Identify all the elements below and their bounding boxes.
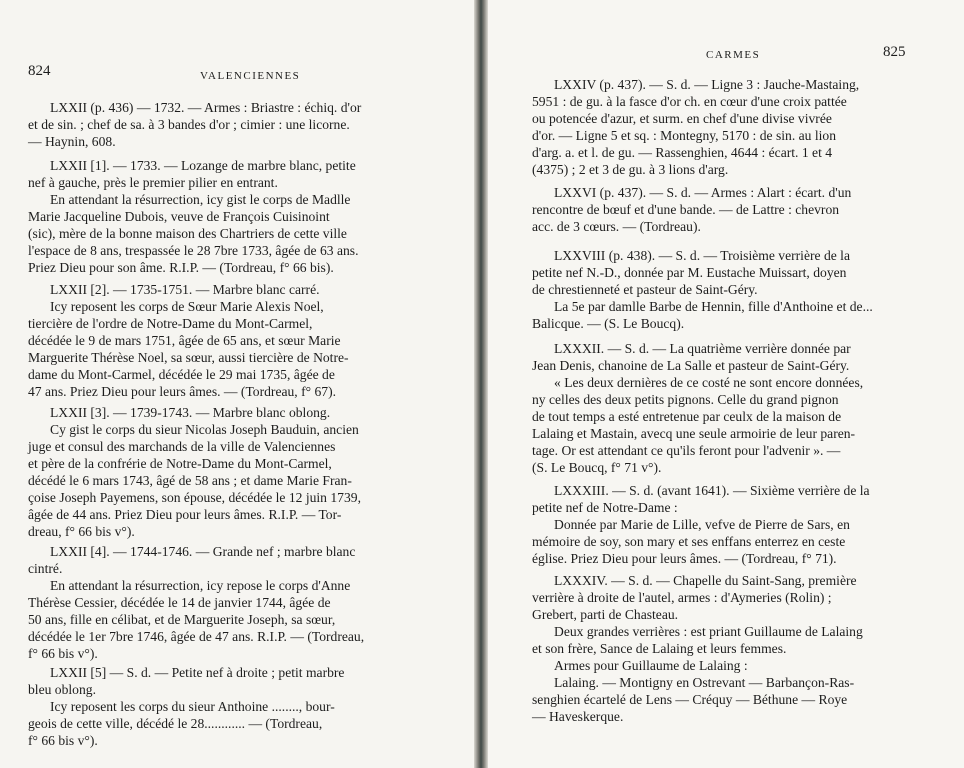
entry-line: En attendant la résurrection, icy repose le corps d'Anne [50, 578, 351, 593]
entry-line: çoise Joseph Payemens, son épouse, décédée le 12 juin 1739, [28, 490, 361, 505]
entry-line: tage. Or est attendant ce qu'ils feront pour l'advenir ». — [532, 443, 841, 458]
entry-line: et son frère, Sance de Lalaing et leurs femmes. [532, 641, 787, 656]
page-number: 824 [28, 63, 51, 79]
entry-line: petite nef de Notre-Dame : [532, 500, 678, 515]
entry-line: l'espace de 8 ans, trespassée le 28 7bre 1733, âgée de 63 ans. [28, 243, 359, 258]
entry-line: Priez Dieu pour son âme. R.I.P. — (Tordreau, f° 66 bis). [28, 260, 334, 275]
entry-line: (sic), mère de la bonne maison des Chartriers de cette ville [28, 226, 347, 241]
entry-line: ou potencée d'azur, et surm. en chef d'une divise vivrée [532, 111, 832, 126]
entry-line: LXXXII. — S. d. — La quatrième verrière donnée par [554, 341, 851, 356]
entry-line: église. Priez Dieu pour leurs âmes. — (Tordreau, f° 71). [532, 551, 837, 566]
entry-line: de tout temps a esté entretenue par ceulx de la maison de [532, 409, 842, 424]
entry-line: Armes pour Guillaume de Lalaing : [554, 658, 748, 673]
entry [532, 184, 952, 235]
entry-line: de chrestienneté et pasteur de Saint-Géry. [532, 282, 758, 297]
entry-line: cintré. [28, 561, 63, 576]
entry-line: d'arg. a. et l. de gu. — Rassenghien, 4644 : écart. 1 et 4 [532, 145, 833, 160]
entry-line: âgée de 44 ans. Priez Dieu pour leurs âmes. R.I.P. — Tor- [28, 507, 342, 522]
entry-line: Donnée par Marie de Lille, vefve de Pierre de Sars, en [554, 517, 850, 532]
entry-line: et de sin. ; chef de sa. à 3 bandes d'or ; cimier : une licorne. [28, 117, 350, 132]
entry-line: f° 66 bis v°). [28, 733, 98, 748]
entry-line: — Haveskerque. [532, 709, 624, 724]
entry-line: verrière à droite de l'autel, armes : d'Aymeries (Rolin) ; [532, 590, 832, 605]
entry [28, 281, 458, 400]
entry-line: En attendant la résurrection, icy gist le corps de Madlle [50, 192, 351, 207]
entry-line: — Haynin, 608. [28, 134, 116, 149]
running-head: CARMES [706, 49, 761, 61]
entry-line: LXXXIV. — S. d. — Chapelle du Saint-Sang, première [554, 573, 857, 588]
entry-line: Icy reposent les corps de Sœur Marie Alexis Noel, [50, 299, 324, 314]
entry-line: rencontre de bœuf et d'une bande. — de Lattre : chevron [532, 202, 840, 217]
entry [28, 543, 458, 662]
entry-line: nef à gauche, près le premier pilier en entrant. [28, 175, 278, 190]
entry-line: Thérèse Cessier, décédée le 14 de janvier 1744, âgée de [28, 595, 331, 610]
entry-line: d'or. — Ligne 5 et sq. : Montegny, 5170 : de sin. au lion [532, 128, 837, 143]
entry [28, 404, 458, 540]
entry-line: Lalaing. — Montigny en Ostrevant — Barbançon-Ras- [554, 675, 855, 690]
entry-line: La 5e par damlle Barbe de Hennin, fille d'Anthoine et de... [554, 299, 873, 314]
entry [28, 664, 458, 749]
right-page [488, 0, 964, 768]
entry-line: ny celles des deux petits pignons. Celle du grand pignon [532, 392, 839, 407]
entry-line: LXXII [5] — S. d. — Petite nef à droite ; petit marbre [50, 665, 345, 680]
entry-line: (S. Le Boucq, f° 71 v°). [532, 460, 662, 475]
entry [532, 482, 952, 567]
entry-line: petite nef N.-D., donnée par M. Eustache Muissart, doyen [532, 265, 847, 280]
left-page [0, 0, 474, 768]
entry-line: LXXII [4]. — 1744-1746. — Grande nef ; marbre blanc [50, 544, 356, 559]
entry-line: décédée le 9 de mars 1751, âgée de 65 ans, et sœur Marie [28, 333, 341, 348]
entry-line: LXXII [1]. — 1733. — Lozange de marbre blanc, petite [50, 158, 356, 173]
entry-line: senghien écartelé de Lens — Créquy — Béthune — Roye [532, 692, 848, 707]
entry-line: LXXXIII. — S. d. (avant 1641). — Sixième verrière de la [554, 483, 870, 498]
entry-line: juge et consul des marchands de la ville de Valenciennes [28, 439, 336, 454]
entry-line: Lalaing et Mastain, avecq une seule armoirie de leur paren- [532, 426, 856, 441]
entry-line: Cy gist le corps du sieur Nicolas Joseph Bauduin, ancien [50, 422, 359, 437]
entry [532, 572, 952, 725]
book-gutter [474, 0, 488, 768]
entry-line: Deux grandes verrières : est priant Guillaume de Lalaing [554, 624, 863, 639]
entry [532, 76, 952, 178]
entry-line: tiercière de l'ordre de Notre-Dame du Mont-Carmel, [28, 316, 313, 331]
entry-line: LXXIV (p. 437). — S. d. — Ligne 3 : Jauche-Mastaing, [554, 77, 860, 92]
entry-line: geois de cette ville, décédé le 28............ — (Tordreau, [28, 716, 323, 731]
entry-line: Marie Jacqueline Dubois, veuve de François Cuisinoint [28, 209, 330, 224]
entry-line: Jean Denis, chanoine de La Salle et pasteur de Saint-Géry. [532, 358, 850, 373]
entry-line: Balicque. — (S. Le Boucq). [532, 316, 685, 331]
entry-line: LXXVIII (p. 438). — S. d. — Troisième verrière de la [554, 248, 850, 263]
entry-line: 47 ans. Priez Dieu pour leurs âmes. — (Tordreau, f° 67). [28, 384, 336, 399]
entry-line: LXXII [3]. — 1739-1743. — Marbre blanc oblong. [50, 405, 331, 420]
entry-line: LXXII [2]. — 1735-1751. — Marbre blanc carré. [50, 282, 320, 297]
running-head: VALENCIENNES [200, 70, 301, 82]
entry-line: bleu oblong. [28, 682, 96, 697]
entry-line: (4375) ; 2 et 3 de gu. à 3 lions d'arg. [532, 162, 729, 177]
entry-line: 50 ans, fille en célibat, et de Marguerite Joseph, sa sœur, [28, 612, 336, 627]
entry-line: dreau, f° 66 bis v°). [28, 524, 135, 539]
entry-line: mémoire de soy, son mary et ses enffans enterrez en ceste [532, 534, 846, 549]
entry-line: décédée le 1er 7bre 1746, âgée de 47 ans. R.I.P. — (Tordreau, [28, 629, 365, 644]
page-number: 825 [883, 44, 906, 60]
entry-line: Icy reposent les corps du sieur Anthoine ........, bour- [50, 699, 335, 714]
entry-line: et père de la confrérie de Notre-Dame du Mont-Carmel, [28, 456, 332, 471]
entry-line: LXXII (p. 436) — 1732. — Armes : Briastre : échiq. d'or [50, 100, 362, 115]
entry-line: Marguerite Thérèse Noel, sa sœur, aussi tiercière de Notre- [28, 350, 349, 365]
entry-line: LXXVI (p. 437). — S. d. — Armes : Alart : écart. d'un [554, 185, 852, 200]
entry [532, 340, 952, 476]
entry-line: dame du Mont-Carmel, décédée le 29 mai 1735, âgée de [28, 367, 335, 382]
entry [28, 99, 458, 150]
entry-line: « Les deux dernières de ce costé ne sont encore données, [554, 375, 864, 390]
entry-line: décédé le 6 mars 1743, âgé de 58 ans ; et dame Marie Fran- [28, 473, 352, 488]
entry [28, 157, 458, 276]
entry [532, 247, 952, 332]
entry-line: Grebert, parti de Chasteau. [532, 607, 679, 622]
entry-line: acc. de 3 cœurs. — (Tordreau). [532, 219, 701, 234]
entry-line: f° 66 bis v°). [28, 646, 98, 661]
entry-line: 5951 : de gu. à la fasce d'or ch. en cœur d'une croix pattée [532, 94, 847, 109]
